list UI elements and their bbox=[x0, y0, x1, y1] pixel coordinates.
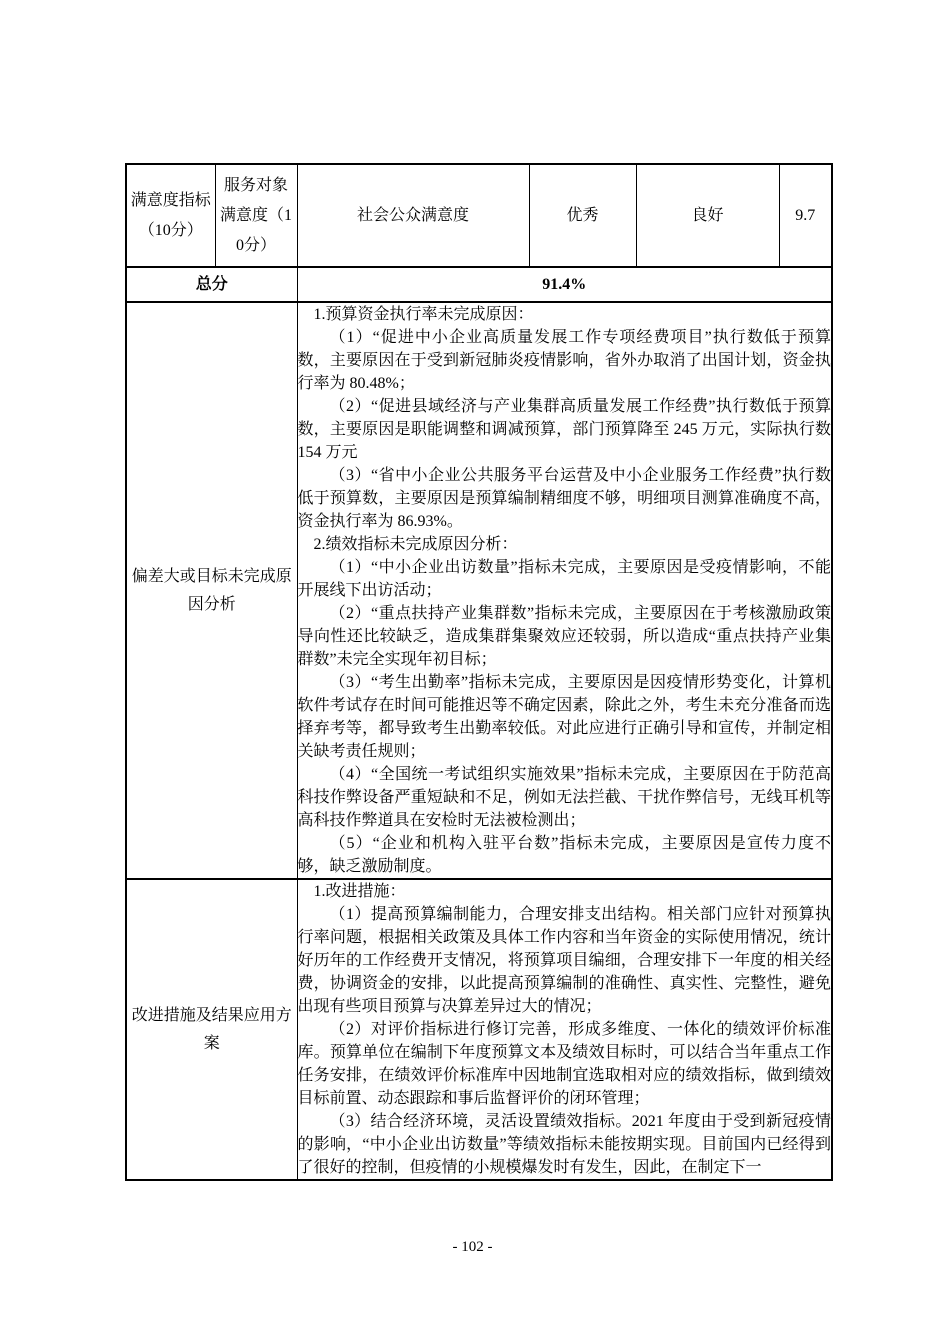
deviation-analysis-text-cell bbox=[297, 302, 832, 879]
paragraph: 1.改进措施： bbox=[313, 883, 406, 900]
paragraph: （3）“考生出勤率”指标未完成，主要原因是因疫情形势变化，计算机软件考试存在时间可能推迟等不确定因素，除此之外，考生未充分准备而选择弃考等，都导致考生出勤率较低。对此应进行正确引导和宣传，并制定相关缺考责任规则； bbox=[297, 674, 831, 760]
paragraph: （2）对评价指标进行修订完善，形成多维度、一体化的绩效评价标准库。预算单位在编制下年度预算文本及绩效目标时，可以结合当年重点工作任务安排，在绩效评价标准库中因地制宜选取相对应的绩效指标，做到绩效目标前置、动态跟踪和事后监督评价的闭环管理； bbox=[297, 1021, 831, 1107]
improvement-measures-row bbox=[126, 879, 832, 1180]
deviation-analysis-paragraphs bbox=[298, 303, 832, 878]
paragraph: 2.绩效指标未完成原因分析： bbox=[313, 536, 518, 553]
paragraph: （3）“省中小企业公共服务平台运营及中小企业服务工作经费”执行数低于预算数，主要原因是预算编制精细度不够，明细项目测算准确度不高，资金执行率为 86.93%。 bbox=[297, 467, 831, 530]
deviation-analysis-label-cell: 偏差大或目标未完成原因分析 bbox=[126, 302, 297, 879]
satisfaction-category-cell: 满意度指标（10分） bbox=[126, 164, 215, 267]
improvement-measures-label-cell: 改进措施及结果应用方案 bbox=[126, 879, 297, 1180]
deviation-analysis-row bbox=[126, 302, 832, 879]
paragraph: （1）“促进中小企业高质量发展工作专项经费项目”执行数低于预算数，主要原因在于受到新冠肺炎疫情影响，省外办取消了出国计划，资金执行率为 80.48%； bbox=[297, 329, 831, 392]
paragraph: （2）“重点扶持产业集群数”指标未完成，主要原因在于考核激励政策导向性还比较缺乏，造成集群集聚效应还较弱，所以造成“重点扶持产业集群数”未完全实现年初目标； bbox=[297, 605, 831, 668]
improvement-measures-text-cell bbox=[297, 879, 832, 1180]
satisfaction-actual-value-cell: 良好 bbox=[636, 164, 779, 267]
paragraph: 1.预算资金执行率未完成原因： bbox=[313, 306, 534, 323]
satisfaction-target-value-cell: 优秀 bbox=[529, 164, 636, 267]
paragraph: （2）“促进县域经济与产业集群高质量发展工作经费”执行数低于预算数，主要原因是职能调整和调减预算，部门预算降至 245 万元，实际执行数 154 万元 bbox=[297, 398, 831, 461]
paragraph: （4）“全国统一考试组织实施效果”指标未完成，主要原因在于防范高科技作弊设备严重短缺和不足，例如无法拦截、干扰作弊信号，无线耳机等高科技作弊道具在安检时无法被检测出； bbox=[297, 766, 831, 829]
satisfaction-score-cell: 9.7 bbox=[779, 164, 832, 267]
total-score-row bbox=[126, 267, 832, 302]
paragraph: （1）提高预算编制能力，合理安排支出结构。相关部门应针对预算执行率问题，根据相关政策及具体工作内容和当年资金的实际使用情况，统计好历年的工作经费开支情况，将预算项目编细，合理安排下一年度的相关经费，协调资金的安排，以此提高预算编制的准确性、真实性、完整性，避免出现有些项目预算与决算差异过大的情况； bbox=[297, 906, 831, 1015]
performance-evaluation-table bbox=[125, 163, 833, 1181]
satisfaction-indicator-row bbox=[126, 164, 832, 267]
paragraph: （5）“企业和机构入驻平台数”指标未完成，主要原因是宣传力度不够，缺乏激励制度。 bbox=[297, 835, 831, 875]
page-number: - 102 - bbox=[452, 1239, 493, 1255]
satisfaction-indicator-name-cell: 社会公众满意度 bbox=[297, 164, 529, 267]
total-score-value-cell: 91.4% bbox=[297, 267, 832, 302]
paragraph: （1）“中小企业出访数量”指标未完成，主要原因是受疫情影响，不能开展线下出访活动； bbox=[297, 559, 831, 599]
total-score-label-cell: 总分 bbox=[126, 267, 297, 302]
paragraph: （3）结合经济环境，灵活设置绩效指标。2021 年度由于受到新冠疫情的影响，“中小企业出访数量”等绩效指标未能按期实现。目前国内已经得到了很好的控制，但疫情的小规模爆发时有发生，因此，在制定下一 bbox=[297, 1113, 831, 1176]
improvement-measures-paragraphs bbox=[298, 880, 832, 1179]
satisfaction-sub-indicator-cell: 服务对象满意度（10分） bbox=[215, 164, 297, 267]
